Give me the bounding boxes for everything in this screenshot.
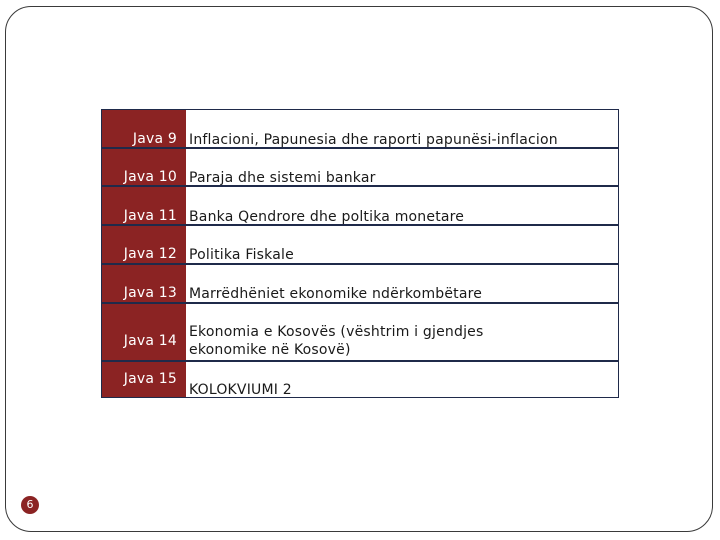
topic-label: Paraja dhe sistemi bankar xyxy=(189,170,376,186)
topic-label-line2: ekonomike në Kosovë) xyxy=(189,342,351,358)
topic-label: Banka Qendrore dhe poltika monetare xyxy=(189,209,465,225)
page-number-badge: 6 xyxy=(21,496,39,514)
week-label: Java 12 xyxy=(123,246,177,262)
row-divider xyxy=(102,263,618,265)
week-label: Java 15 xyxy=(123,371,177,387)
topic-label: KOLOKVIUMI 2 xyxy=(189,382,292,398)
topic-label: Inflacioni, Papunesia dhe raporti papunësi-inflacion xyxy=(189,132,558,148)
row-divider xyxy=(102,360,618,362)
topic-label: Politika Fiskale xyxy=(189,247,294,263)
week-label: Java 13 xyxy=(123,285,177,301)
week-label: Java 10 xyxy=(123,169,177,185)
topic-label: Marrëdhëniet ekonomike ndërkombëtare xyxy=(189,286,483,302)
row-divider xyxy=(102,302,618,304)
topic-label-line1: Ekonomia e Kosovës (vështrim i gjendjes xyxy=(189,324,484,340)
week-label: Java 11 xyxy=(123,208,177,224)
week-label: Java 9 xyxy=(132,131,177,147)
week-label: Java 14 xyxy=(123,333,177,349)
schedule-table xyxy=(101,109,619,398)
